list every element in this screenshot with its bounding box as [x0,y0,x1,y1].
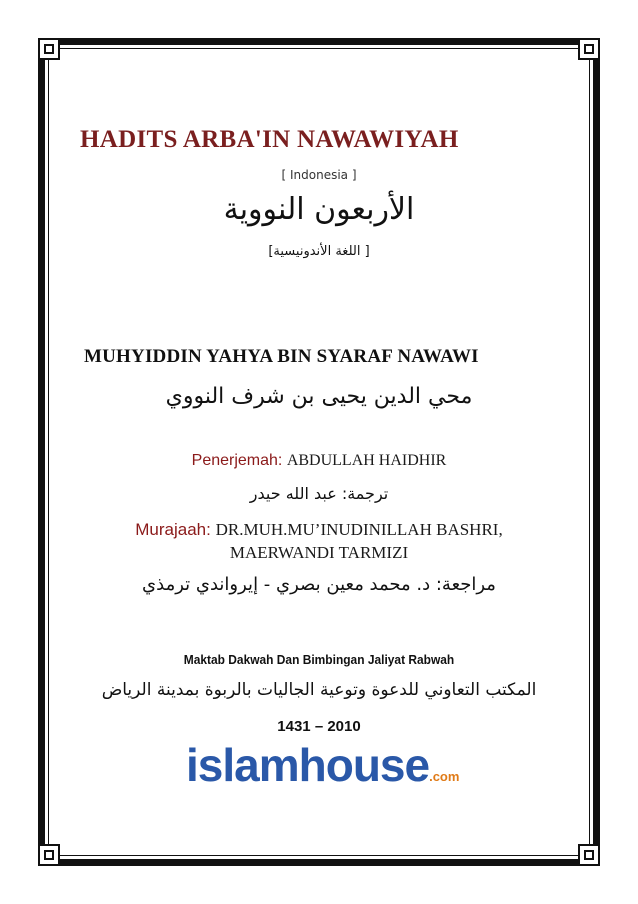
book-title: HADITS ARBA'IN NAWAWIYAH [80,126,459,153]
translator-name: ABDULLAH HAIDHIR [286,452,447,469]
reviewer-label: Murajaah: [135,520,211,539]
logo-domain-suffix: .com [429,769,460,784]
publisher-name-arabic: المكتب التعاوني للدعوة وتوعية الجاليات بالربوة بمدينة الرياض [101,680,537,700]
translator-arabic: ترجمة: عبد الله حيدر [249,484,389,503]
frame-corner-ornament [38,38,60,60]
logo-wordmark: islamhouse [186,739,430,791]
reviewer-arabic: مراجعة: د. محمد معين بصري - إيرواندي ترمذي [142,574,496,595]
language-label: [ Indonesia ] [281,168,357,182]
publication-year: 1431 – 2010 [277,718,361,735]
book-title-arabic: الأربعون النووية [223,192,415,227]
language-label-arabic: [ اللغة الأندونيسية] [268,244,370,259]
translator-line [0,452,638,470]
author-name-arabic: محي الدين يحيى بن شرف النووي [165,384,473,409]
frame-corner-ornament [38,844,60,866]
publisher-name: Maktab Dakwah Dan Bimbingan Jaliyat Rabwah [183,652,455,667]
translator-label: Penerjemah: [191,452,283,469]
author-name: MUHYIDDIN YAHYA BIN SYARAF NAWAWI [84,346,479,367]
islamhouse-logo [186,738,459,790]
reviewer-name-1: DR.MUH.MU’INUDINILLAH BASHRI, [215,520,503,539]
frame-corner-ornament [578,38,600,60]
frame-corner-ornament [578,844,600,866]
reviewer-line [0,520,638,540]
reviewer-name-2: MAERWANDI TARMIZI [229,543,409,562]
